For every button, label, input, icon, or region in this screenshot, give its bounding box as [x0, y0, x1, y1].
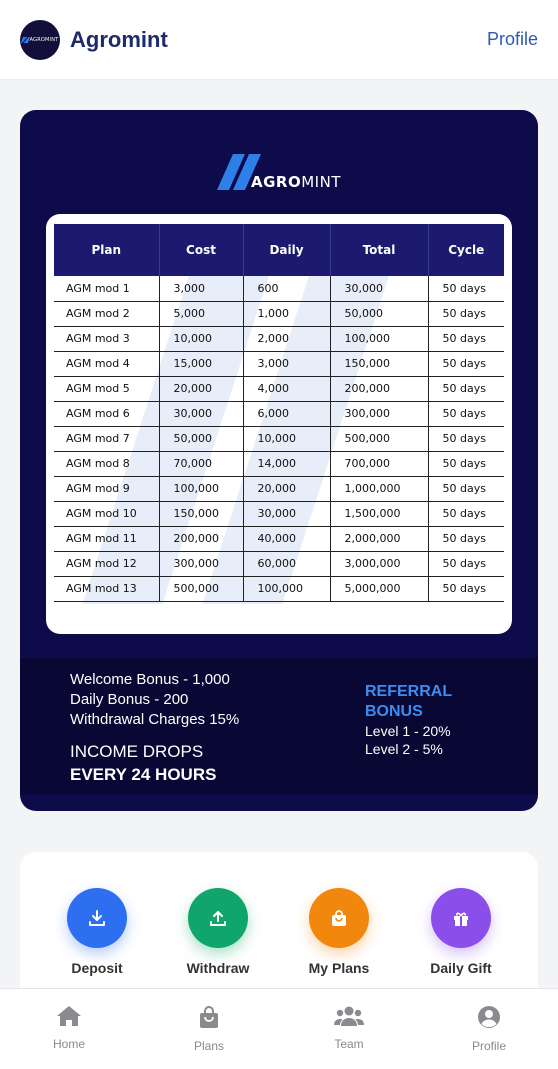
cell-total: 300,000 — [330, 401, 428, 426]
cell-daily: 4,000 — [243, 376, 330, 401]
header-daily: Daily — [243, 224, 330, 276]
cell-plan: AGM mod 9 — [54, 476, 159, 501]
cell-daily: 10,000 — [243, 426, 330, 451]
withdraw-label: Withdraw — [186, 960, 250, 976]
bottom-nav — [0, 988, 558, 1069]
cell-total: 150,000 — [330, 351, 428, 376]
plans-table — [54, 224, 504, 602]
table-row — [54, 501, 504, 526]
referral-title-2: BONUS — [365, 703, 423, 720]
cell-plan: AGM mod 12 — [54, 551, 159, 576]
cell-cost: 10,000 — [159, 326, 243, 351]
nav-team[interactable] — [299, 1005, 399, 1051]
cell-plan: AGM mod 6 — [54, 401, 159, 426]
app-header — [0, 0, 558, 80]
table-row — [54, 326, 504, 351]
table-row — [54, 426, 504, 451]
cell-cost: 3,000 — [159, 276, 243, 301]
gift-icon — [431, 888, 491, 948]
plans-table-card — [46, 214, 512, 634]
cell-plan: AGM mod 13 — [54, 576, 159, 601]
plans-banner — [20, 110, 538, 811]
logo-word-suffix: MINT — [301, 173, 341, 191]
cell-daily: 3,000 — [243, 351, 330, 376]
cell-plan: AGM mod 3 — [54, 326, 159, 351]
logo-word-prefix: AGRO — [251, 173, 302, 191]
cell-cycle: 50 days — [428, 326, 504, 351]
banner-logo — [20, 154, 538, 190]
cell-total: 1,000,000 — [330, 476, 428, 501]
cell-daily: 600 — [243, 276, 330, 301]
referral-level-2: Level 2 - 5% — [365, 741, 443, 757]
referral-level-1: Level 1 - 20% — [365, 723, 451, 739]
app-title: Agromint — [70, 26, 168, 52]
cell-cost: 15,000 — [159, 351, 243, 376]
header-plan: Plan — [54, 224, 159, 276]
table-header-row — [54, 224, 504, 276]
cell-plan: AGM mod 8 — [54, 451, 159, 476]
table-row — [54, 526, 504, 551]
upload-icon — [188, 888, 248, 948]
nav-profile[interactable] — [439, 1005, 539, 1053]
table-row — [54, 576, 504, 601]
cell-total: 700,000 — [330, 451, 428, 476]
shopping-bag-icon — [197, 1005, 221, 1029]
my-plans-button[interactable] — [289, 888, 389, 976]
team-icon — [334, 1005, 364, 1027]
download-icon — [67, 888, 127, 948]
cell-cost: 500,000 — [159, 576, 243, 601]
table-row — [54, 301, 504, 326]
nav-profile-label: Profile — [471, 1039, 506, 1053]
cell-cycle: 50 days — [428, 526, 504, 551]
daily-gift-label: Daily Gift — [430, 960, 492, 976]
cell-plan: AGM mod 11 — [54, 526, 159, 551]
cell-cost: 150,000 — [159, 501, 243, 526]
deposit-button[interactable] — [47, 888, 147, 976]
cell-plan: AGM mod 1 — [54, 276, 159, 301]
cell-daily: 30,000 — [243, 501, 330, 526]
daily-bonus: Daily Bonus - 200 — [70, 691, 189, 708]
quick-actions — [20, 852, 538, 1002]
cell-plan: AGM mod 7 — [54, 426, 159, 451]
my-plans-label: My Plans — [308, 960, 370, 976]
cell-cost: 70,000 — [159, 451, 243, 476]
welcome-bonus: Welcome Bonus - 1,000 — [70, 671, 230, 688]
cell-cycle: 50 days — [428, 576, 504, 601]
cell-daily: 40,000 — [243, 526, 330, 551]
nav-team-label: Team — [334, 1037, 364, 1051]
table-row — [54, 351, 504, 376]
cell-total: 100,000 — [330, 326, 428, 351]
cell-cycle: 50 days — [428, 451, 504, 476]
home-icon — [56, 1005, 82, 1027]
header-cycle: Cycle — [428, 224, 504, 276]
cell-daily: 20,000 — [243, 476, 330, 501]
shopping-bag-icon — [309, 888, 369, 948]
cell-cycle: 50 days — [428, 476, 504, 501]
cell-cycle: 50 days — [428, 376, 504, 401]
cell-cycle: 50 days — [428, 351, 504, 376]
nav-home-label: Home — [52, 1037, 85, 1051]
header-cost: Cost — [159, 224, 243, 276]
daily-gift-button[interactable] — [411, 888, 511, 976]
cell-total: 5,000,000 — [330, 576, 428, 601]
cell-cycle: 50 days — [428, 301, 504, 326]
cell-daily: 2,000 — [243, 326, 330, 351]
cell-daily: 14,000 — [243, 451, 330, 476]
cell-total: 30,000 — [330, 276, 428, 301]
table-row — [54, 376, 504, 401]
referral-title: REFERRAL — [365, 683, 453, 700]
cell-total: 200,000 — [330, 376, 428, 401]
cell-daily: 60,000 — [243, 551, 330, 576]
withdrawal-charges: Withdrawal Charges 15% — [70, 711, 240, 728]
cell-cost: 300,000 — [159, 551, 243, 576]
cell-cycle: 50 days — [428, 276, 504, 301]
cell-daily: 100,000 — [243, 576, 330, 601]
cell-cycle: 50 days — [428, 401, 504, 426]
user-circle-icon — [477, 1005, 501, 1029]
cell-plan: AGM mod 5 — [54, 376, 159, 401]
cell-plan: AGM mod 2 — [54, 301, 159, 326]
cell-cycle: 50 days — [428, 426, 504, 451]
cell-cost: 50,000 — [159, 426, 243, 451]
cell-plan: AGM mod 4 — [54, 351, 159, 376]
table-row — [54, 276, 504, 301]
cell-cost: 100,000 — [159, 476, 243, 501]
logo-text: AGROMINT — [29, 36, 59, 43]
income-drops-line1: INCOME DROPS — [70, 742, 204, 761]
cell-cost: 20,000 — [159, 376, 243, 401]
table-row — [54, 451, 504, 476]
table-row — [54, 551, 504, 576]
cell-cost: 30,000 — [159, 401, 243, 426]
table-row — [54, 476, 504, 501]
cell-total: 500,000 — [330, 426, 428, 451]
withdraw-button[interactable] — [168, 888, 268, 976]
nav-plans-label: Plans — [193, 1039, 225, 1053]
app-logo — [20, 20, 60, 60]
cell-cost: 5,000 — [159, 301, 243, 326]
cell-cycle: 50 days — [428, 551, 504, 576]
table-row — [54, 401, 504, 426]
cell-cycle: 50 days — [428, 501, 504, 526]
profile-link[interactable]: Profile — [486, 29, 538, 49]
deposit-label: Deposit — [71, 960, 123, 976]
cell-total: 50,000 — [330, 301, 428, 326]
logo-mark-icon — [21, 37, 30, 43]
cell-plan: AGM mod 10 — [54, 501, 159, 526]
brand[interactable] — [20, 20, 168, 60]
cell-daily: 6,000 — [243, 401, 330, 426]
agromint-logo-icon — [217, 154, 255, 190]
nav-home[interactable] — [19, 1005, 119, 1051]
cell-cost: 200,000 — [159, 526, 243, 551]
income-drops-line2: EVERY 24 HOURS — [70, 765, 217, 784]
nav-plans[interactable] — [159, 1005, 259, 1053]
bonus-section — [20, 658, 538, 794]
cell-total: 1,500,000 — [330, 501, 428, 526]
cell-total: 2,000,000 — [330, 526, 428, 551]
cell-daily: 1,000 — [243, 301, 330, 326]
cell-total: 3,000,000 — [330, 551, 428, 576]
header-total: Total — [330, 224, 428, 276]
